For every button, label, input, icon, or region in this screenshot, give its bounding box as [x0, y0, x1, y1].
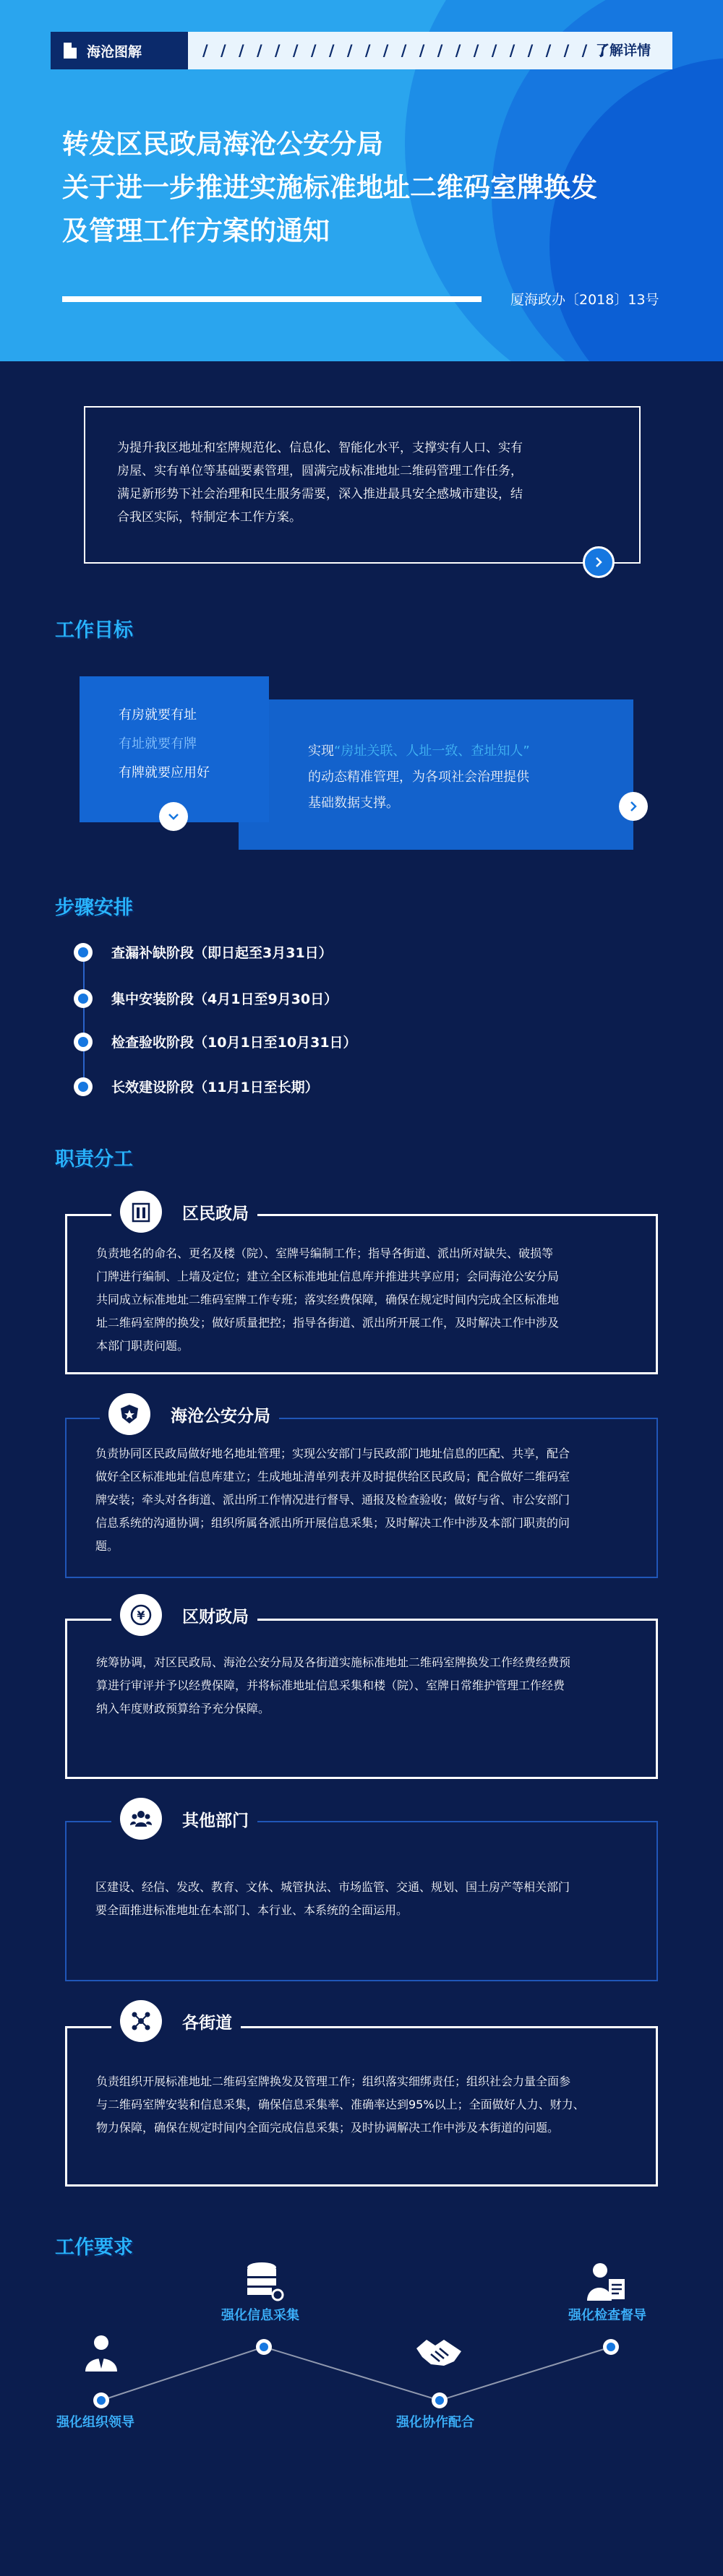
duty-header: [111, 1191, 257, 1233]
duty-name: 区财政局: [182, 1607, 249, 1627]
document-number: 厦海政办〔2018〕13号: [510, 292, 659, 308]
title-line-3: 及管理工作方案的通知: [62, 215, 330, 246]
timeline-dot: [74, 943, 93, 962]
duty-text: 址二维码室牌的换发；做好质量把控；指导各街道、派出所开展工作，及时解决工作中涉及: [96, 1316, 560, 1330]
decor-slashes: / / / / / / / / / / / / / / / / / / / / / / /: [202, 42, 609, 59]
intro-line: 房屋、实有单位等基础要素管理，圆满完成标准地址二维码管理工作任务，: [117, 464, 523, 478]
duty-name: 海沧公安分局: [171, 1406, 270, 1426]
duty-text: 本部门职责问题。: [96, 1339, 189, 1353]
goal-item: 有房就要有址: [119, 707, 197, 723]
goal-statement-line: 基础数据支撑。: [308, 796, 399, 811]
section-heading-steps: 步骤安排: [55, 892, 133, 920]
title-line-2: 关于进一步推进实施标准地址二维码室牌换发: [62, 172, 597, 203]
goal-item: 有牌就要应用好: [119, 765, 210, 780]
chevron-down-icon: [167, 810, 180, 823]
requirement-label: 强化协作配合: [396, 2415, 474, 2430]
svg-text:¥: ¥: [137, 1608, 145, 1622]
duty-card-civil-affairs: [65, 1214, 658, 1374]
top-bar: [51, 32, 672, 69]
timeline-dot: [74, 989, 93, 1008]
handshake-icon: [416, 2340, 461, 2366]
duty-text: 共同成立标准地址二维码室牌工作专班；落实经费保障，确保在规定时间内完成全区标准地: [96, 1293, 560, 1306]
section-heading-goals: 工作目标: [55, 614, 133, 642]
intro-line: 满足新形势下社会治理和民生服务需要，深入推进最具安全感城市建设，结: [117, 487, 523, 501]
chevron-right-icon: [592, 556, 605, 569]
duty-text: 区建设、经信、发改、教育、文体、城管执法、市场监管、交通、规划、国土房产等相关部门: [95, 1880, 570, 1894]
duty-text: 负责组织开展标准地址二维码室牌换发及管理工作；组织落实细绑责任；组织社会力量全面参: [96, 2075, 571, 2088]
goal-item: 有址就要有牌: [119, 736, 197, 751]
duty-text: 题。: [95, 1539, 119, 1553]
intro-line: 为提升我区地址和室牌规范化、信息化、智能化水平，支撑实有人口、实有: [117, 441, 523, 455]
duty-text: 负责地名的命名、更名及楼（院）、室牌号编制工作；指导各街道、派出所对缺失、破损等: [96, 1246, 554, 1260]
timeline-dot: [74, 1077, 93, 1096]
database-icon: [247, 2262, 283, 2300]
duty-text: 负责协同区民政局做好地名地址管理；实现公安部门与民政部门地址信息的匹配、共享，配合: [95, 1447, 570, 1460]
step-label: 长效建设阶段（11月1日至长期）: [111, 1080, 319, 1095]
intro-next-button[interactable]: [583, 546, 615, 578]
title-underline: [62, 296, 482, 302]
duty-text: 物力保障，确保在规定时间内全面完成信息采集；及时协调解决工作中涉及本街道的问题。: [96, 2121, 560, 2135]
timeline-step: [74, 1077, 319, 1096]
timeline-line: [83, 952, 85, 1088]
requirement-label: 强化检查督导: [568, 2308, 646, 2323]
req-node: [256, 2339, 272, 2355]
timeline-step: [74, 1032, 357, 1051]
duty-text: 门牌进行编制、上墙及定位；建立全区标准地址信息库并推进共享应用；会同海沧公安分局: [96, 1270, 560, 1283]
duty-card-other-departments: [65, 1821, 658, 1981]
req-node: [603, 2339, 619, 2355]
intro-line: 合我区实际，特制定本工作方案。: [117, 510, 301, 525]
duty-text: 纳入年度财政预算给予充分保障。: [96, 1702, 270, 1715]
duty-header: [111, 1798, 257, 1840]
duty-card-subdistricts: [65, 2026, 658, 2187]
duty-card-police: [65, 1418, 658, 1578]
duty-header: [100, 1393, 279, 1435]
duty-text: 做好全区标准地址信息库建立；生成地址清单列表并及时提供给区民政局；配合做好二维码室: [95, 1470, 570, 1483]
timeline-step: [74, 988, 338, 1008]
duty-name: 各街道: [182, 2013, 232, 2033]
document-icon: [64, 43, 77, 59]
duty-name: 其他部门: [182, 1811, 249, 1830]
timeline-dot: [74, 1033, 93, 1051]
chevron-right-icon: [627, 800, 640, 813]
duty-text: 与二维码室牌安装和信息采集，确保信息采集率、准确率达到95%以上；全面做好人力、财力、: [96, 2098, 585, 2111]
timeline-step: [74, 942, 333, 962]
category-tag[interactable]: [51, 32, 188, 69]
police-badge-icon: [108, 1393, 150, 1435]
learn-more-link[interactable]: 了解详情: [595, 43, 651, 59]
government-building-icon: [120, 1191, 162, 1233]
section-heading-requirements: 工作要求: [55, 2231, 133, 2260]
requirements-connector: [101, 2347, 611, 2400]
goal-statement-line: [308, 738, 633, 764]
intro-box: [84, 406, 641, 564]
duty-name: 区民政局: [182, 1204, 249, 1223]
page-title: [62, 123, 597, 253]
inspector-icon: [587, 2263, 625, 2301]
goal-prefix: 实现: [308, 744, 334, 759]
req-node: [93, 2392, 109, 2408]
section-heading-duties: 职责分工: [55, 1143, 133, 1171]
header-banner: [0, 0, 723, 361]
duty-card-finance: [65, 1619, 658, 1779]
goal-next-button[interactable]: [619, 792, 648, 821]
goal-statement-line: 的动态精准管理，为各项社会治理提供: [308, 770, 529, 785]
duty-header: [111, 2000, 241, 2042]
duty-text: 算进行审评并予以经费保障，并将标准地址信息采集和楼（院）、室牌日常维护管理工作经费: [96, 1679, 565, 1692]
duty-text: 牌安装；牵头对各街道、派出所工作情况进行督导、通报及检查验收；做好与省、市公安部门: [95, 1493, 570, 1507]
duty-text: 统筹协调，对区民政局、海沧公安分局及各街道实施标准地址二维码室牌换发工作经费经费预: [96, 1655, 571, 1669]
duty-text: 信息系统的沟通协调；组织所属各派出所开展信息采集；及时解决工作中涉及本部门职责的问: [95, 1516, 570, 1530]
duty-text: 要全面推进标准地址在本部门、本行业、本系统的全面运用。: [95, 1903, 408, 1917]
goal-expand-button[interactable]: [159, 802, 188, 831]
goal-highlight: “房址关联、人址一致、查址知人”: [334, 744, 530, 759]
network-nodes-icon: [120, 2000, 162, 2042]
duty-header: [111, 1594, 257, 1636]
step-label: 检查验收阶段（10月1日至10月31日）: [111, 1035, 357, 1051]
category-tag-label: 海沧图解: [87, 43, 142, 60]
title-line-1: 转发区民政局海沧公安分局: [62, 129, 383, 160]
yuan-coin-icon: [120, 1594, 162, 1636]
step-label: 查漏补缺阶段（即日起至3月31日）: [111, 945, 333, 961]
leader-icon: [85, 2335, 117, 2372]
req-node: [432, 2392, 448, 2408]
people-group-icon: [120, 1798, 162, 1840]
requirement-label: 强化信息采集: [221, 2308, 299, 2323]
step-label: 集中安装阶段（4月1日至9月30日）: [111, 991, 338, 1007]
requirement-label: 强化组织领导: [56, 2415, 134, 2430]
goal-card-right: [239, 699, 633, 850]
